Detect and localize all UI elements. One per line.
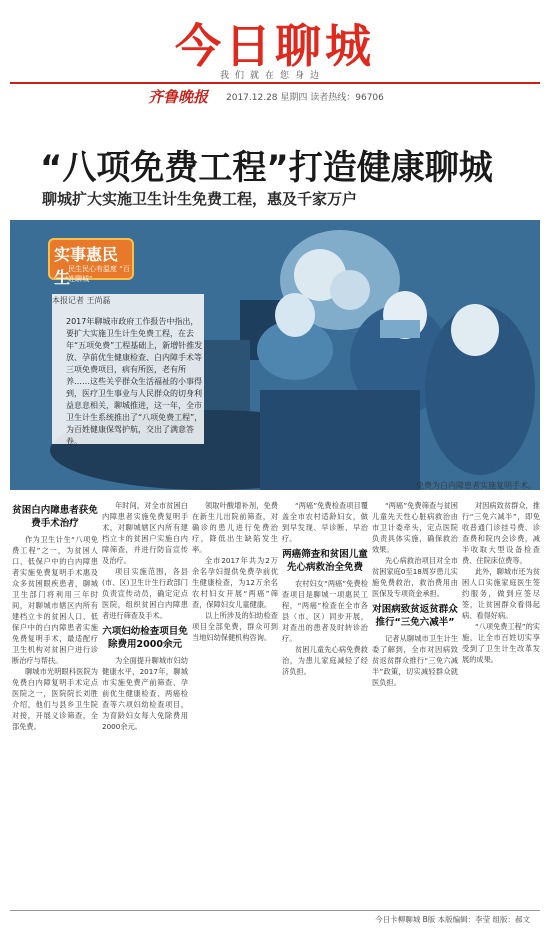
article-column-1 [12,500,98,732]
paragraph: 聊城市光明眼科医院为免费白内障复明手术定点医院之一，医院院长刘胜介绍，他们与县乡卫生院对接，开展义诊筛查，全部免费。 [12,667,98,731]
masthead [0,0,550,120]
lead-paragraph: 2017年聊城市政府工作报告中指出，要扩大实施卫生计生免费工程，在去年“五项免费”工程基础上，新增针推发放、孕前优生健康检查、白内障手术等三项免费项目，病有所医，老有所养……这些关乎群众生活福祉的小事得到，医疗卫生事业与人民群众的切身利益息息相关，聊城推进，这一年，全市卫生计生系统推出了“八项免费工程”，为百姓健康保驾护航，交出了满意答卷。 [66,317,203,446]
section-heading: 对困病致贫返贫群众推行“三免六减半” [372,604,458,628]
paragraph: 此外，聊城市还为贫困人口实施家庭医生签约服务，做到应签尽签，让贫困群众看得起病、看得好病。 [462,567,540,620]
paragraph: 记者从聊城市卫生计生委了解到，全市对因病致贫返贫群众推行“三免六减半”政策，切实减轻群众就医负担。 [372,634,458,687]
page-footer: 今日卡柳聊城 B版 本版编辑：李莹 组版：郝文 [375,915,530,924]
article-column-4 [282,500,368,677]
section-heading: 贫困白内障患者获免费手术治疗 [12,505,98,529]
section-badge [48,238,134,287]
paragraph: 项目实施范围，各县(市、区)卫生计生行政部门负责宣传动员，确定定点医院，组织贫困白内障患者进行筛查及手术。 [102,567,188,620]
headline: “八项免费工程”打造健康聊城 [40,148,493,188]
masthead-divider [10,82,540,84]
section-heading: 两癌筛查和贫困儿童先心病救治全免费 [282,549,368,573]
paragraph: “两癌”免费筛查与贫困儿童先天性心脏病救治由市卫计委牵头，定点医院负责具体实施，确保救治效果。 [372,501,458,554]
paragraph: “八项免费工程”的实施，让全市百姓切实享受到了卫生计生改革发展的成果。 [462,622,540,664]
paragraph: 贫困儿童先心病免费救治，为患儿家庭减轻了经济负担。 [282,645,368,676]
paragraph: 以上所涉及的妇幼检查项目全部免费，群众可到当地妇幼保健机构咨询。 [192,611,278,642]
paragraph: “两癌”免费检查项目覆盖全市农村适龄妇女，做到早发现、早诊断、早治疗。 [282,501,368,543]
article-column-6 [462,500,540,665]
paragraph: 农村妇女“两癌”免费检查项目是聊城一项惠民工程，“两癌”检查在全市各县（市、区）同步开展，对查出的患者及时转诊治疗。 [282,579,368,643]
footer-divider [10,910,540,911]
paragraph: 领取叶酸增补剂，免费在新生儿出院前筛查，对确诊的患儿进行免费治疗，降低出生缺陷发生率。 [192,501,278,554]
section-heading: 六项妇幼检查项目免除费用2000余元 [102,626,188,650]
article-column-3 [192,500,278,643]
paragraph: 年时间，对全市贫困白内障患者实施免费复明手术，对聊城辖区内所有建档立卡的贫困户实施白内障筛查，并进行防盲宣传及治疗。 [102,501,188,565]
paragraph: 为全面提升聊城市妇幼健康水平，2017年，聊城市实施免费产前筛查、孕前优生健康检查、两癌检查等六项妇幼检查项目，为育龄妇女每人免除费用2000余元。 [102,656,188,731]
badge-title: 实事惠民生 [54,245,119,287]
byline: 本报记者 王尚磊 [52,296,111,305]
slogan: 我们就在您身边 [220,71,326,81]
article-column-2 [102,500,188,732]
issue-date: 2017.12.28 星期四 读者热线：96706 [226,93,384,103]
paragraph: 先心病救治项目对全市贫困家庭0至18周岁患儿实施免费救治，救治费用由医保及专项资金承担。 [372,556,458,598]
paper-name-logo: 齐鲁晚报 [148,88,209,106]
article-column-5 [372,500,458,688]
photo-caption: 免费为白内障患者实施复明手术。 [416,481,536,490]
paragraph: 全市2017年共为2万余名孕妇提供免费孕前优生健康检查，为12万余名农村妇女开展“两癌”筛查，保障妇女儿童健康。 [192,556,278,609]
subheadline: 聊城扩大实施卫生计生免费工程，惠及千家万户 [42,190,358,208]
paragraph: 对因病致贫群众，推行“三免六减半”，即免收普通门诊挂号费、诊查费和院内会诊费，减半收取大型设备检查费、住院床位费等。 [462,501,540,565]
paper-title: 今日聊城 [175,19,375,73]
badge-subtitle: 民生民心有温度 “百姓聊城” [68,265,130,283]
paragraph: 作为卫生计生“八项免费工程”之一，为贫困人口、低保户中的白内障患者实施免费复明手术惠及众多贫困眼疾患者，聊城卫生部门将利用三年时间，对聊城市辖区内所有建档立卡的贫困人口、低保户中的白内障患者实施免费复明手术，最适配疗卫生机构对贫困户进行诊断治疗与帮扶。 [12,535,98,665]
